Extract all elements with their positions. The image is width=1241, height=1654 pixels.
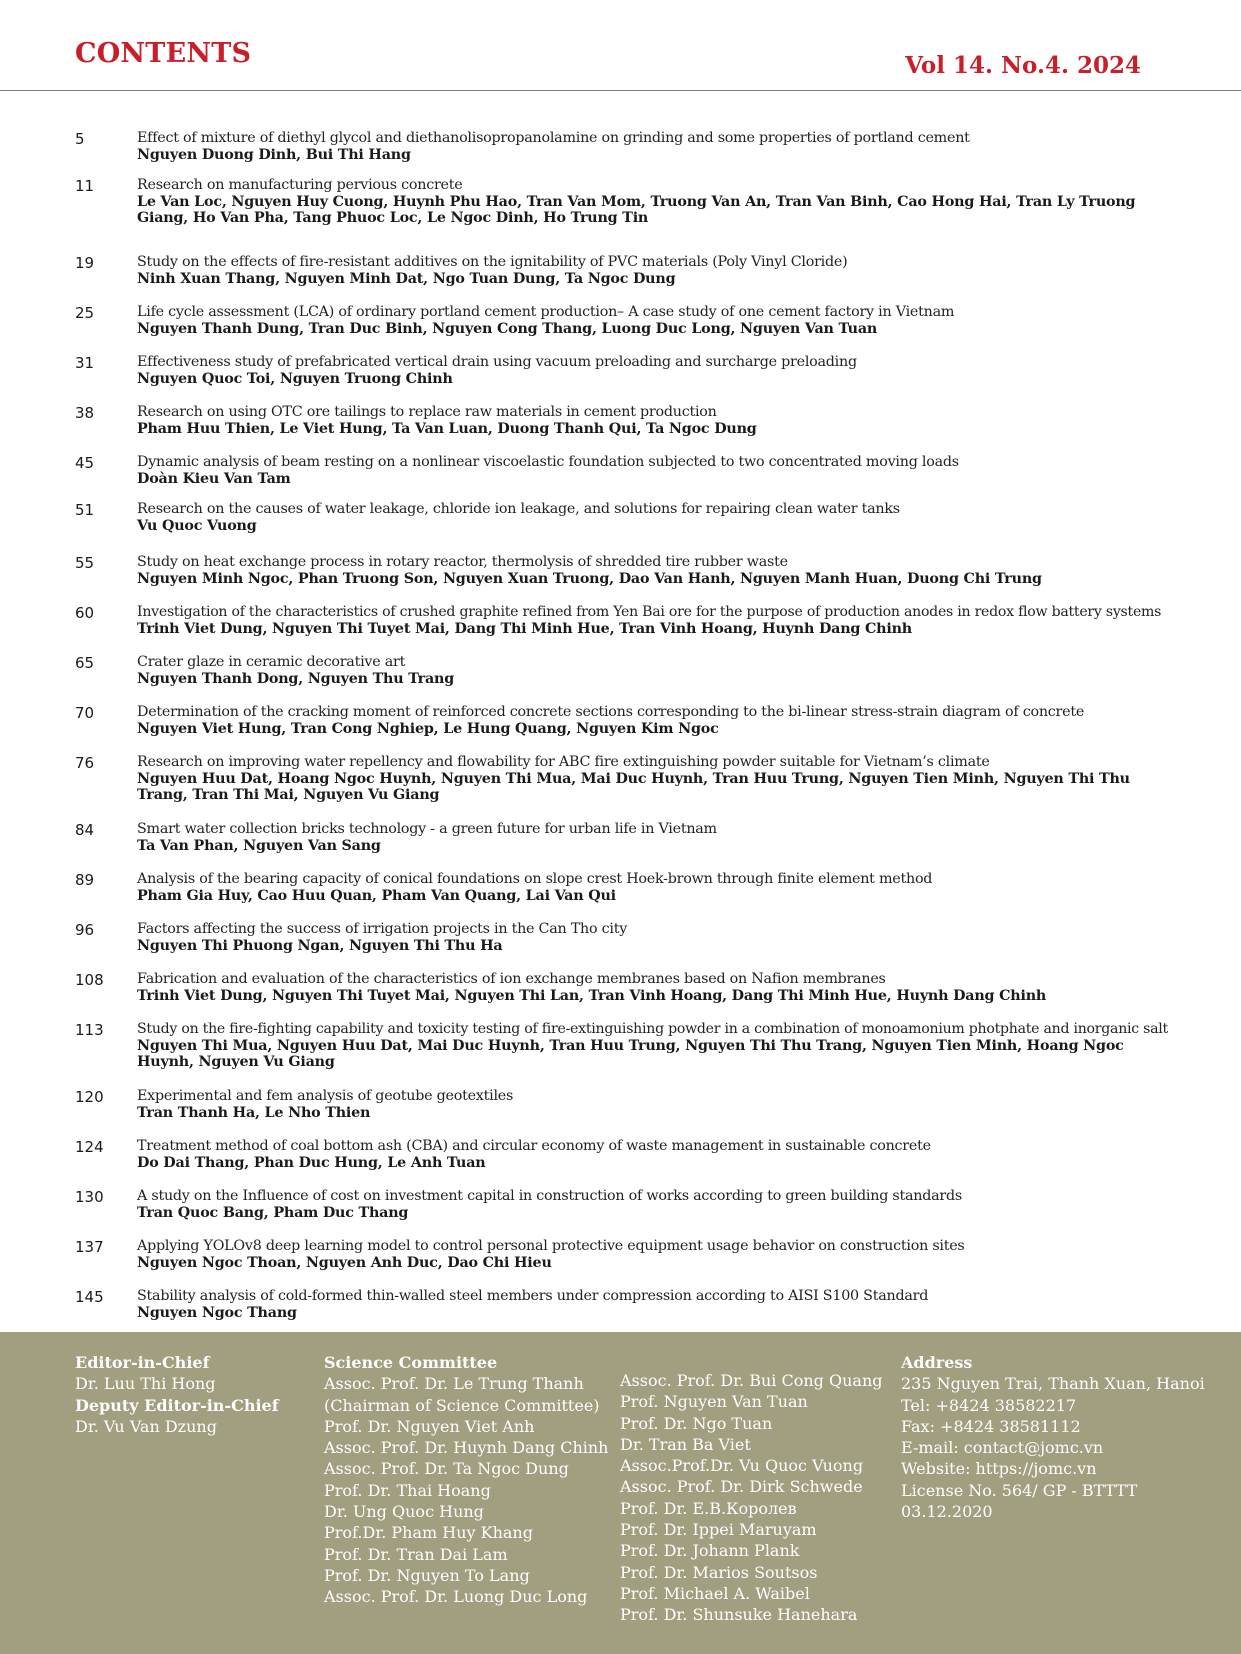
- article-title: Treatment method of coal bottom ash (CBA) and circular economy of waste management in sustainable concrete: [137, 1138, 931, 1154]
- toc-entry: [75, 130, 1170, 163]
- address-column: [901, 1352, 1205, 1522]
- address-heading: Address: [901, 1353, 973, 1372]
- article-authors: Nguyen Minh Ngoc, Phan Truong Son, Nguyen Xuan Truong, Dao Van Hanh, Nguyen Manh Huan, Duong Chi Trung: [137, 570, 1042, 587]
- committee-heading: Science Committee: [324, 1353, 498, 1372]
- toc-entry: [75, 554, 1170, 587]
- toc-page-number: 70: [75, 704, 95, 722]
- toc-entry: [75, 971, 1170, 1004]
- address-line: Website: https://jomc.vn: [901, 1459, 1097, 1479]
- committee-member: Prof. Michael A. Waibel: [620, 1583, 810, 1603]
- article-authors: Nguyen Ngoc Thang: [137, 1304, 297, 1321]
- toc-page-number: 31: [75, 354, 95, 372]
- toc-entry: [75, 654, 1170, 687]
- article-title: Investigation of the characteristics of crushed graphite refined from Yen Bai ore for the purpose of production anodes in redox flow battery systems: [137, 604, 1162, 620]
- committee-member: Dr. Ung Quoc Hung: [324, 1502, 484, 1522]
- article-authors: Trinh Viet Dung, Nguyen Thi Tuyet Mai, Dang Thi Minh Hue, Tran Vinh Hoang, Huynh Dang Chinh: [137, 620, 912, 637]
- committee-member: Dr. Tran Ba Viet: [620, 1434, 751, 1454]
- committee-member: Prof. Dr. Ngo Tuan: [620, 1413, 773, 1433]
- committee-member: Assoc.Prof.Dr. Vu Quoc Vuong: [620, 1456, 864, 1476]
- toc-page-number: 145: [75, 1288, 104, 1306]
- committee-member: Prof. Dr. Shunsuke Hanehara: [620, 1605, 858, 1625]
- editors-column: [75, 1352, 279, 1437]
- article-authors: Nguyen Quoc Toi, Nguyen Truong Chinh: [137, 370, 453, 387]
- article-authors: Pham Huu Thien, Le Viet Hung, Ta Van Luan, Duong Thanh Qui, Ta Ngoc Dung: [137, 420, 757, 437]
- committee-member: Prof. Dr. E.B.Королев: [620, 1498, 797, 1518]
- article-authors: Nguyen Thi Phuong Ngan, Nguyen Thi Thu Ha: [137, 937, 503, 954]
- article-authors: Tran Quoc Bang, Pham Duc Thang: [137, 1204, 409, 1221]
- committee-column-1: [324, 1352, 608, 1608]
- committee-member: Assoc. Prof. Dr. Luong Duc Long: [324, 1587, 588, 1607]
- committee-member: Prof. Dr. Johann Plank: [620, 1541, 800, 1561]
- article-authors: Nguyen Thanh Dong, Nguyen Thu Trang: [137, 670, 455, 687]
- article-authors: Nguyen Thanh Dung, Tran Duc Binh, Nguyen Cong Thang, Luong Duc Long, Nguyen Van Tuan: [137, 320, 878, 337]
- committee-member: Prof. Dr. Thai Hoang: [324, 1480, 491, 1500]
- article-title: A study on the Influence of cost on investment capital in construction of works according to green building standards: [137, 1188, 962, 1204]
- article-title: Determination of the cracking moment of reinforced concrete sections corresponding to the bi-linear stress-strain diagram of concrete: [137, 704, 1085, 720]
- article-authors: Trinh Viet Dung, Nguyen Thi Tuyet Mai, Nguyen Thi Lan, Tran Vinh Hoang, Dang Thi Minh Hue, Huynh Dang Chinh: [137, 987, 1047, 1004]
- article-authors: Nguyen Duong Dinh, Bui Thi Hang: [137, 146, 411, 163]
- toc-page-number: 120: [75, 1088, 104, 1106]
- article-title: Study on the fire-fighting capability and toxicity testing of fire-extinguishing powder in a combination of monoamonium photphate and inorganic salt: [137, 1021, 1168, 1037]
- toc-entry: [75, 1288, 1170, 1321]
- toc-page-number: 60: [75, 604, 95, 622]
- address-line: 235 Nguyen Trai, Thanh Xuan, Hanoi: [901, 1374, 1205, 1394]
- committee-member: Prof. Dr. Ippei Maruyam: [620, 1520, 817, 1540]
- toc-page-number: 25: [75, 304, 95, 322]
- committee-member: Assoc. Prof. Dr. Ta Ngoc Dung: [324, 1459, 569, 1479]
- article-title: Life cycle assessment (LCA) of ordinary portland cement production– A case study of one cement factory in Vietnam: [137, 304, 955, 320]
- deputy-heading: Deputy Editor-in-Chief: [75, 1395, 279, 1415]
- committee-member: Prof. Dr. Nguyen To Lang: [324, 1565, 530, 1585]
- toc-entry: [75, 454, 1170, 487]
- article-authors: Nguyen Ngoc Thoan, Nguyen Anh Duc, Dao Chi Hieu: [137, 1254, 552, 1271]
- article-title: Experimental and fem analysis of geotube geotextiles: [137, 1088, 514, 1104]
- deputy-name: Dr. Vu Van Dzung: [75, 1416, 217, 1436]
- address-line: E-mail: contact@jomc.vn: [901, 1438, 1104, 1458]
- article-authors: Ninh Xuan Thang, Nguyen Minh Dat, Ngo Tuan Dung, Ta Ngoc Dung: [137, 270, 676, 287]
- toc-page-number: 19: [75, 254, 95, 272]
- article-authors: Nguyen Thi Mua, Nguyen Huu Dat, Mai Duc Huynh, Tran Huu Trung, Nguyen Thi Thu Trang, Nguyen Tien Minh, Hoang Ngoc Huynh, Nguyen Vu Giang: [137, 1037, 1124, 1070]
- article-authors: Le Van Loc, Nguyen Huy Cuong, Huynh Phu Hao, Tran Van Mom, Truong Van An, Tran Van Binh, Cao Hong Hai, Tran Ly Truong Giang, Ho Van Pha, Tang Phuoc Loc, Le Ngoc Dinh, Ho Trung Tin: [137, 193, 1136, 226]
- committee-member: Prof. Dr. Marios Soutsos: [620, 1562, 818, 1582]
- toc-page-number: 108: [75, 971, 104, 989]
- committee-member: (Chairman of Science Committee): [324, 1395, 600, 1415]
- toc-page-number: 137: [75, 1238, 104, 1256]
- article-authors: Vu Quoc Vuong: [137, 517, 257, 534]
- toc-entry: [75, 501, 1170, 534]
- toc-entry: [75, 754, 1170, 804]
- volume-info: Vol 14. No.4. 2024: [905, 52, 1141, 79]
- toc-page-number: 89: [75, 871, 95, 889]
- toc-page-number: 84: [75, 821, 95, 839]
- committee-member: Prof.Dr. Pham Huy Khang: [324, 1523, 533, 1543]
- toc-entry: [75, 1088, 1170, 1121]
- committee-member: Assoc. Prof. Dr. Le Trung Thanh: [324, 1374, 584, 1394]
- toc-page-number: 38: [75, 404, 95, 422]
- article-title: Effectiveness study of prefabricated vertical drain using vacuum preloading and surcharge preloading: [137, 354, 857, 370]
- article-title: Factors affecting the success of irrigation projects in the Can Tho city: [137, 921, 628, 937]
- article-authors: Tran Thanh Ha, Le Nho Thien: [137, 1104, 371, 1121]
- toc-page-number: 65: [75, 654, 95, 672]
- committee-member: Assoc. Prof. Dr. Bui Cong Quang: [620, 1371, 883, 1390]
- toc-entry: [75, 1188, 1170, 1221]
- toc-page-number: 55: [75, 554, 95, 572]
- editor-name: Dr. Luu Thi Hong: [75, 1374, 216, 1394]
- toc-entry: [75, 704, 1170, 737]
- address-line: License No. 564/ GP - BTTTT: [901, 1480, 1138, 1500]
- article-title: Research on improving water repellency and flowability for ABC fire extinguishing powder suitable for Vietnam’s climate: [137, 754, 990, 770]
- address-line: Tel: +8424 38582217: [901, 1395, 1077, 1415]
- toc-page-number: 11: [75, 177, 95, 195]
- article-title: Analysis of the bearing capacity of conical foundations on slope crest Hoek-brown through finite element method: [137, 871, 933, 887]
- committee-column-2: [620, 1370, 882, 1626]
- editor-heading: Editor-in-Chief: [75, 1353, 210, 1372]
- toc-entry: [75, 604, 1170, 637]
- address-line: 03.12.2020: [901, 1502, 993, 1522]
- committee-member: Prof. Dr. Tran Dai Lam: [324, 1544, 508, 1564]
- toc-page-number: 5: [75, 130, 85, 148]
- toc-page-number: 45: [75, 454, 95, 472]
- toc-page-number: 76: [75, 754, 95, 772]
- committee-member: Prof. Dr. Nguyen Viet Anh: [324, 1416, 535, 1436]
- toc-entry: [75, 871, 1170, 904]
- article-title: Fabrication and evaluation of the characteristics of ion exchange membranes based on Nafion membranes: [137, 971, 886, 987]
- toc-entry: [75, 177, 1170, 227]
- committee-member: Assoc. Prof. Dr. Dirk Schwede: [620, 1477, 863, 1497]
- toc-page-number: 124: [75, 1138, 104, 1156]
- article-title: Applying YOLOv8 deep learning model to control personal protective equipment usage behavior on construction sites: [137, 1238, 965, 1254]
- article-authors: Nguyen Viet Hung, Tran Cong Nghiep, Le Hung Quang, Nguyen Kim Ngoc: [137, 720, 719, 737]
- article-title: Study on heat exchange process in rotary reactor, thermolysis of shredded tire rubber waste: [137, 554, 788, 570]
- article-authors: Nguyen Huu Dat, Hoang Ngoc Huynh, Nguyen Thi Mua, Mai Duc Huynh, Tran Huu Trung, Nguyen Tien Minh, Nguyen Thi Thu Trang, Tran Thi Mai, Nguyen Vu Giang: [137, 770, 1130, 803]
- toc-page-number: 51: [75, 501, 95, 519]
- toc-entry: [75, 921, 1170, 954]
- toc-page-number: 96: [75, 921, 95, 939]
- toc-entry: [75, 821, 1170, 854]
- article-authors: Doàn Kieu Van Tam: [137, 470, 291, 487]
- toc-entry: [75, 1021, 1170, 1071]
- toc-entry: [75, 354, 1170, 387]
- contents-title: CONTENTS: [75, 38, 252, 69]
- toc-entry: [75, 1238, 1170, 1271]
- article-title: Research on using OTC ore tailings to replace raw materials in cement production: [137, 404, 717, 420]
- article-title: Crater glaze in ceramic decorative art: [137, 654, 406, 670]
- article-title: Dynamic analysis of beam resting on a nonlinear viscoelastic foundation subjected to two concentrated moving loads: [137, 454, 959, 470]
- article-title: Research on manufacturing pervious concrete: [137, 177, 463, 193]
- address-line: Fax: +8424 38581112: [901, 1416, 1081, 1436]
- toc-entry: [75, 404, 1170, 437]
- toc-entry: [75, 254, 1170, 287]
- article-title: Study on the effects of fire-resistant additives on the ignitability of PVC materials (Poly Vinyl Cloride): [137, 254, 848, 270]
- toc-page-number: 130: [75, 1188, 104, 1206]
- article-title: Research on the causes of water leakage, chloride ion leakage, and solutions for repairing clean water tanks: [137, 501, 900, 517]
- toc-entry: [75, 1138, 1170, 1171]
- editorial-footer: [0, 1332, 1241, 1654]
- article-title: Smart water collection bricks technology - a green future for urban life in Vietnam: [137, 821, 717, 837]
- page-header: [0, 0, 1241, 91]
- article-authors: Ta Van Phan, Nguyen Van Sang: [137, 837, 381, 854]
- article-authors: Pham Gia Huy, Cao Huu Quan, Pham Van Quang, Lai Van Qui: [137, 887, 616, 904]
- article-title: Effect of mixture of diethyl glycol and diethanolisopropanolamine on grinding and some properties of portland cement: [137, 130, 970, 146]
- toc-entry: [75, 304, 1170, 337]
- article-title: Stability analysis of cold-formed thin-walled steel members under compression according to AISI S100 Standard: [137, 1288, 929, 1304]
- toc-page-number: 113: [75, 1021, 104, 1039]
- committee-member: Assoc. Prof. Dr. Huynh Dang Chinh: [324, 1438, 609, 1458]
- committee-member: Prof. Nguyen Van Tuan: [620, 1392, 808, 1412]
- article-authors: Do Dai Thang, Phan Duc Hung, Le Anh Tuan: [137, 1154, 486, 1171]
